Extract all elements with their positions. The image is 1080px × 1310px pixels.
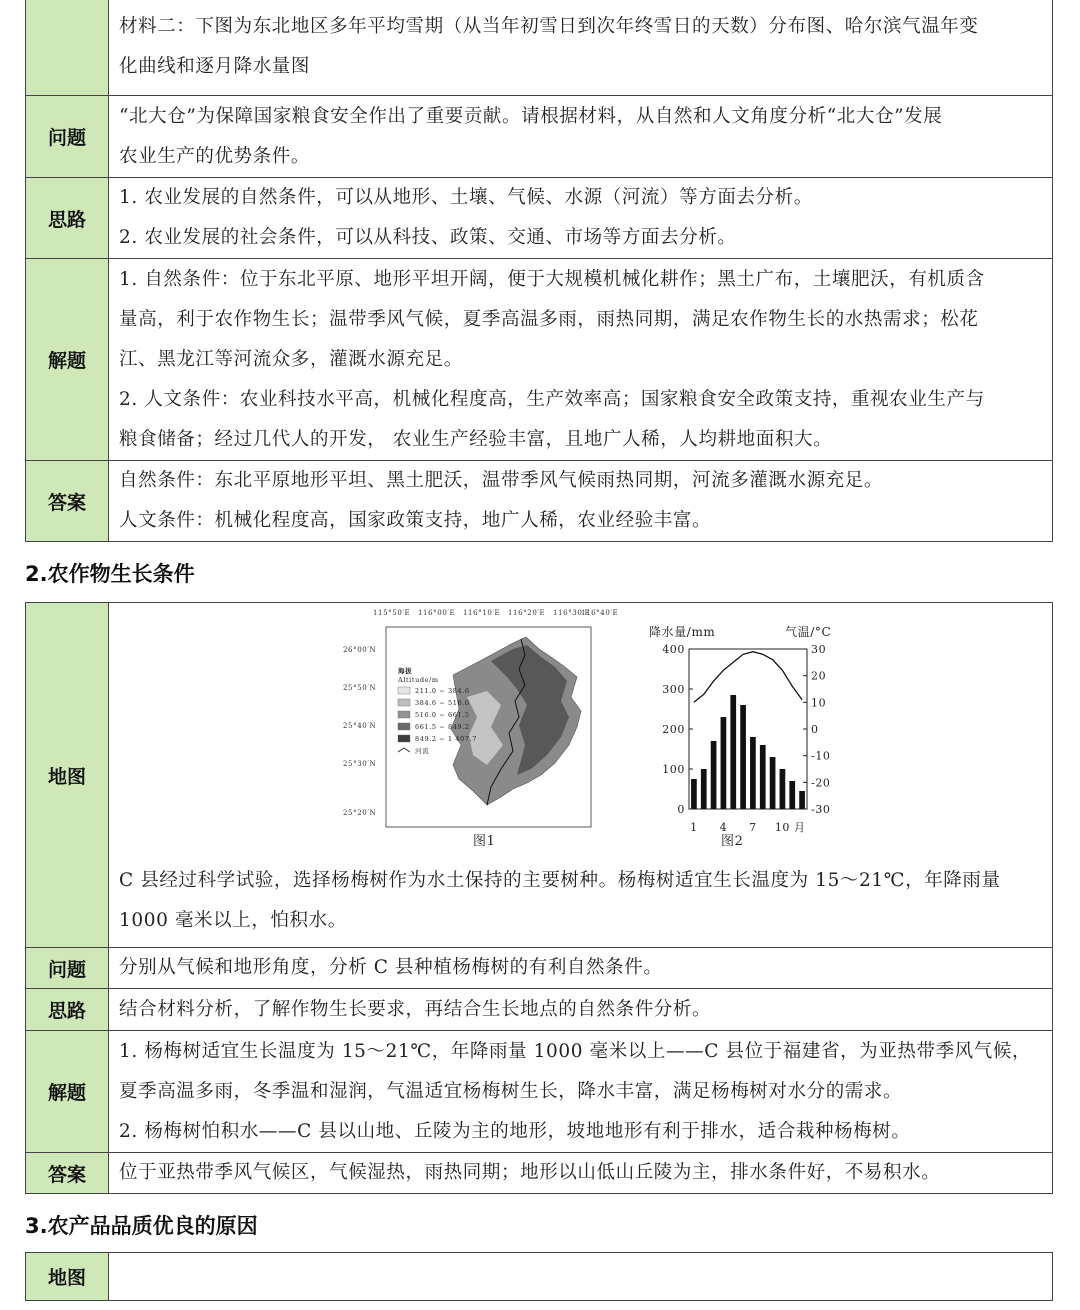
table-row-solution bbox=[26, 1031, 1053, 1153]
tick-25-50: 25°50′N bbox=[343, 684, 377, 692]
section-heading-crop-growth: 2.农作物生长条件 bbox=[25, 562, 195, 586]
solution-text: 1. 杨梅树适宜生长温度为 15～21℃，年降雨量 1000 毫米以上——C 县位于福建省，为亚热带季风气候， 夏季高温多雨，冬季温和湿润，气温适宜杨梅树生长，降水丰富，满足杨梅树对水分的需求。 2. 杨梅树怕积水——C 县以山地、丘陵为主的地形，坡地地形有利于排水，适合栽种杨梅树。 bbox=[109, 1031, 1053, 1153]
question-text: 分别从气候和地形角度，分析 C 县种植杨梅树的有利自然条件。 bbox=[109, 948, 1053, 989]
y2-tick-label--20: -20 bbox=[811, 776, 831, 790]
thinking-text: 结合材料分析，了解作物生长要求，再结合生长地点的自然条件分析。 bbox=[109, 989, 1053, 1031]
legend-label-5: 849.2 ~ 1 407.7 bbox=[415, 735, 477, 743]
tick-115-50: 115°50′E bbox=[373, 609, 411, 617]
tick-116-30: 116°30′E bbox=[553, 609, 591, 617]
legend-subtitle: Altitude/m bbox=[398, 676, 439, 684]
tick-26-00: 26°00′N bbox=[343, 646, 377, 654]
question-text: “北大仓”为保障国家粮食安全作出了重要贡献。请根据材料，从自然和人文角度分析“北大仓”发展 农业生产的优势条件。 bbox=[109, 96, 1053, 178]
x-tick-label-1: 1 bbox=[690, 821, 698, 834]
y-tick-label-400: 400 bbox=[662, 643, 685, 656]
map-cell-empty bbox=[109, 1253, 1053, 1301]
chart-plot-frame bbox=[689, 649, 807, 809]
precip-bar-5 bbox=[730, 695, 736, 809]
y2-tick-label-30: 30 bbox=[811, 643, 827, 656]
row-label-thinking: 思路 bbox=[26, 178, 109, 259]
table-row-question bbox=[26, 96, 1053, 178]
legend-label-2: 384.6 ~ 516.0 bbox=[415, 699, 470, 707]
precip-bar-4 bbox=[721, 717, 727, 809]
chart-temperature-line bbox=[694, 652, 802, 703]
precip-bar-12 bbox=[799, 791, 805, 809]
legend-swatch-4 bbox=[398, 723, 410, 730]
table-row-solution bbox=[26, 259, 1053, 461]
chart-title: 图2 bbox=[721, 834, 744, 849]
map-cell: 115°50′E 116°00′E 116°10′E 116°20′E 116°30′E 116°40′E 26°00′N 25°50′N 25°40′N 25°30′N 25°20′N 海拔 Altitude/m 211.0 ~ 384.6 384.6 ~ 516.0 516.0 ~ 661.5 661.5 ~ 849.2 849.2 ~ 1 407.7 河流 图1 降水量/mm 气温/°C 400 300 200 100 0 30 20 10 0 -10 -20 -30 1 4 7 10 月 图2 C 县经过科学试验，选择杨梅树作为水土保持的主要树种。杨梅树适宜生长温度为 15～21℃，年降雨量 1000 毫米以上，怕积水。 bbox=[109, 603, 1053, 948]
legend-swatch-1 bbox=[398, 687, 410, 694]
table-row-thinking bbox=[26, 989, 1053, 1031]
temperature-curve bbox=[694, 652, 802, 703]
chart-x-unit: 月 bbox=[794, 821, 806, 834]
thinking-text: 1. 农业发展的自然条件，可以从地形、土壤、气候、水源（河流）等方面去分析。 2. 农业发展的社会条件，可以从科技、政策、交通、市场等方面去分析。 bbox=[109, 178, 1053, 259]
row-label-map: 地图 bbox=[26, 1253, 109, 1301]
chart-y2label: 气温/°C bbox=[785, 625, 832, 639]
table-crop-growth bbox=[25, 602, 1053, 1194]
y-tick-label-300: 300 bbox=[662, 683, 685, 696]
y2-tick-label--30: -30 bbox=[811, 803, 831, 816]
y-tick-label-200: 200 bbox=[662, 723, 685, 736]
y-tick-label-100: 100 bbox=[662, 763, 685, 776]
table-row-answer bbox=[26, 1153, 1053, 1194]
precip-bar-6 bbox=[740, 705, 746, 809]
tick-25-40: 25°40′N bbox=[343, 722, 377, 730]
tick-25-20: 25°20′N bbox=[343, 809, 377, 817]
row-label-solution: 解题 bbox=[26, 259, 109, 461]
precip-bar-9 bbox=[770, 757, 776, 809]
legend-swatch-5 bbox=[398, 735, 410, 742]
legend-label-1: 211.0 ~ 384.6 bbox=[415, 687, 470, 695]
y-tick-label-0: 0 bbox=[677, 803, 685, 816]
x-tick-label-4: 4 bbox=[719, 821, 728, 834]
table-northeast-agriculture bbox=[25, 0, 1053, 542]
figure2-climate-chart bbox=[647, 603, 847, 853]
table-row-material bbox=[26, 0, 1053, 96]
chart-bars bbox=[691, 695, 805, 809]
y2-tick-label--10: -10 bbox=[811, 749, 831, 763]
answer-text: 自然条件：东北平原地形平坦、黑土肥沃，温带季风气候雨热同期，河流多灌溉水源充足。 人文条件：机械化程度高，国家政策支持，地广人稀，农业经验丰富。 bbox=[109, 461, 1053, 542]
row-label-thinking: 思路 bbox=[26, 989, 109, 1031]
legend-swatch-3 bbox=[398, 711, 410, 718]
figures bbox=[119, 603, 1042, 861]
table-row-map bbox=[26, 603, 1053, 948]
map-left-ticks bbox=[343, 646, 376, 817]
tick-116-10: 116°10′E bbox=[463, 609, 501, 617]
legend-title: 海拔 bbox=[398, 667, 413, 675]
row-label-answer: 答案 bbox=[26, 461, 109, 542]
precip-bar-10 bbox=[780, 769, 786, 809]
legend-river-label: 河流 bbox=[415, 747, 430, 755]
y2-tick-label-20: 20 bbox=[811, 669, 827, 683]
chart-axes bbox=[689, 649, 807, 809]
material-text: 材料二：下图为东北地区多年平均雪期（从当年初雪日到次年终雪日的天数）分布图、哈尔滨气温年变 化曲线和逐月降水量图 bbox=[109, 0, 1053, 96]
row-label-empty bbox=[26, 0, 109, 96]
table-row-answer bbox=[26, 461, 1053, 542]
chart-ylabel: 降水量/mm bbox=[649, 625, 716, 639]
x-tick-label-7: 7 bbox=[749, 821, 757, 834]
table-row-map bbox=[26, 1253, 1053, 1301]
x-tick-label-10: 10 bbox=[774, 821, 791, 834]
figure1-caption: 图1 bbox=[473, 834, 496, 849]
tick-116-20: 116°20′E bbox=[508, 609, 546, 617]
table-row-thinking bbox=[26, 178, 1053, 259]
tick-25-30: 25°30′N bbox=[343, 760, 377, 768]
precip-bar-2 bbox=[701, 769, 707, 809]
row-label-map: 地图 bbox=[26, 603, 109, 948]
tick-116-40: 116°40′E bbox=[581, 609, 619, 617]
section-heading-product-quality: 3.农产品品质优良的原因 bbox=[25, 1214, 258, 1238]
row-label-question: 问题 bbox=[26, 96, 109, 178]
tick-116-00: 116°00′E bbox=[418, 609, 456, 617]
row-label-answer: 答案 bbox=[26, 1153, 109, 1194]
y2-tick-label-0: 0 bbox=[811, 723, 819, 736]
precip-bar-8 bbox=[760, 745, 766, 809]
chart-y-ticks bbox=[662, 643, 693, 816]
row-label-solution: 解题 bbox=[26, 1031, 109, 1153]
precip-bar-7 bbox=[750, 737, 756, 809]
y2-tick-label-10: 10 bbox=[811, 696, 827, 710]
table-product-quality bbox=[25, 1252, 1053, 1301]
table-row-question bbox=[26, 948, 1053, 989]
legend-label-4: 661.5 ~ 849.2 bbox=[415, 723, 470, 731]
figure1-map bbox=[341, 605, 619, 850]
precip-bar-11 bbox=[789, 781, 795, 809]
precip-bar-1 bbox=[691, 779, 697, 809]
row-label-question: 问题 bbox=[26, 948, 109, 989]
solution-text: 1. 自然条件：位于东北平原、地形平坦开阔，便于大规模机械化耕作；黑土广布，土壤肥沃，有机质含 量高，利于农作物生长；温带季风气候，夏季高温多雨，雨热同期，满足农作物生长的水热需求；松花 江、黑龙江等河流众多，灌溉水源充足。 2. 人文条件：农业科技水平高，机械化程度高，生产效率高；国家粮食安全政策支持，重视农业生产与 粮食储备；经过几代人的开发， 农业生产经验丰富，且地广人稀，人均耕地面积大。 bbox=[109, 259, 1053, 461]
legend-label-3: 516.0 ~ 661.5 bbox=[415, 711, 470, 719]
answer-text: 位于亚热带季风气候区，气候湿热，雨热同期；地形以山低山丘陵为主，排水条件好，不易积水。 bbox=[109, 1153, 1053, 1194]
chart-x-ticks bbox=[690, 821, 790, 834]
map-top-ticks bbox=[373, 609, 618, 617]
legend-river-symbol bbox=[398, 748, 410, 752]
precip-bar-3 bbox=[711, 741, 717, 809]
legend-swatch-2 bbox=[398, 699, 410, 706]
